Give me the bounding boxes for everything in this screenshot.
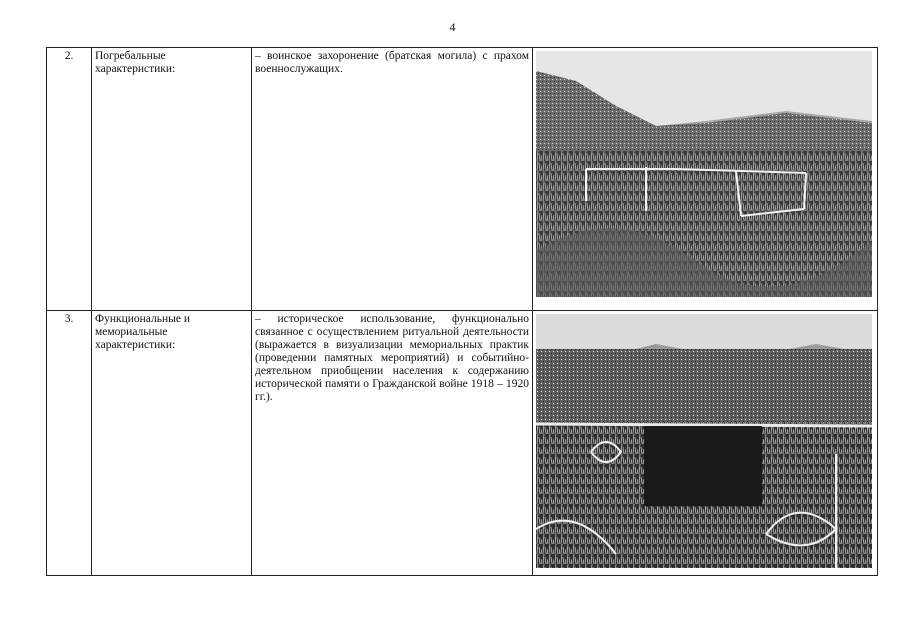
table-row [47,48,878,311]
row-description: – историческое использование, функционально связанное с осуществлением ритуальной деятельности (выражается в визуализации мемориальных практик (проведении памятных мероприятий) и событийно-деятельном приобщении населения к содержанию исторической памяти о Гражданской войне 1918 – 1920 гг.). [252,311,533,576]
characteristics-table [46,47,878,576]
burial-site-photo [536,51,872,297]
memorial-plaque-photo [536,314,872,568]
table-row [47,311,878,576]
row-photo-cell [533,311,878,576]
row-photo-cell [533,48,878,311]
row-name: Погребальные характеристики: [92,48,252,311]
page-number: 4 [449,20,456,34]
row-name: Функциональные и мемориальные характеристики: [92,311,252,576]
row-description: – воинское захоронение (братская могила) с прахом военнослужащих. [252,48,533,311]
row-number: 3. [47,311,92,576]
row-number: 2. [47,48,92,311]
